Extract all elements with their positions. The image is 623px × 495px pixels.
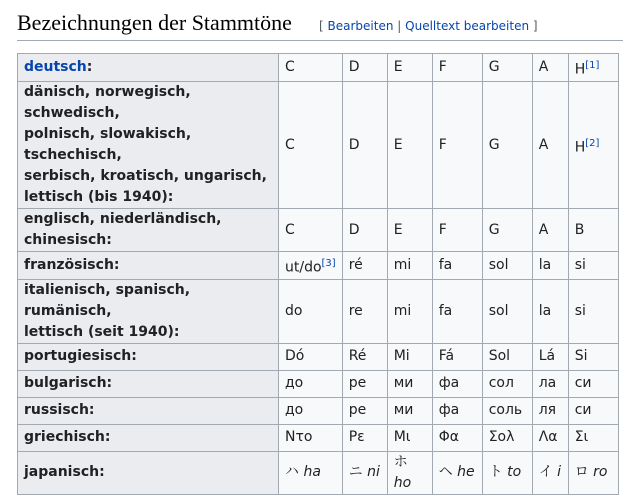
row-label-greek: griechisch:	[18, 424, 279, 451]
table-cell: fa	[432, 279, 482, 343]
table-cell: F	[432, 82, 482, 209]
table-cell: mi	[387, 279, 432, 343]
table-cell: Mi	[387, 343, 432, 370]
table-cell: Lá	[532, 343, 568, 370]
table-cell-japanese	[432, 451, 482, 494]
table-cell: G	[482, 209, 532, 252]
romaji: ho	[393, 474, 412, 491]
table-cell: ми	[387, 397, 432, 424]
table-cell-with-ref	[568, 54, 618, 82]
table-row-italian	[18, 279, 619, 343]
table-cell-japanese	[482, 451, 532, 494]
reference-link[interactable]: [3]	[321, 258, 336, 269]
edit-section-links	[319, 19, 538, 33]
label-colon: :	[86, 59, 93, 75]
table-row-greek	[18, 424, 619, 451]
table-cell: до	[279, 370, 343, 397]
edit-link[interactable]: Bearbeiten	[327, 19, 394, 33]
table-cell-japanese	[279, 451, 343, 494]
table-cell: Ρε	[342, 424, 387, 451]
romaji: ro	[593, 464, 608, 481]
row-label-russian: russisch:	[18, 397, 279, 424]
table-cell: G	[482, 82, 532, 209]
section-heading	[17, 8, 623, 41]
table-cell: Dó	[279, 343, 343, 370]
table-cell: E	[387, 82, 432, 209]
label-line: lettisch (bis 1940):	[24, 189, 174, 205]
table-cell: A	[532, 209, 568, 252]
table-cell-with-ref	[568, 82, 618, 209]
table-cell: sol	[482, 279, 532, 343]
cell-value: ut/do	[285, 259, 322, 276]
row-label-japanese: japanisch:	[18, 451, 279, 494]
romaji: to	[507, 464, 522, 481]
table-cell: D	[342, 54, 387, 82]
table-cell: F	[432, 54, 482, 82]
table-cell: la	[532, 252, 568, 280]
table-cell: sol	[482, 252, 532, 280]
romaji: i	[557, 464, 562, 481]
reference-link[interactable]: [2]	[585, 137, 600, 149]
table-cell: ré	[342, 252, 387, 280]
reference-link[interactable]: [1]	[585, 60, 600, 72]
row-label-english: englisch, niederländisch, chinesisch:	[18, 209, 279, 252]
kana: ヘ	[438, 464, 453, 481]
table-cell-with-ref	[279, 252, 343, 280]
table-cell: ла	[532, 370, 568, 397]
table-cell-japanese	[532, 451, 568, 494]
edit-separator: |	[397, 19, 402, 33]
kana: ホ	[393, 453, 408, 470]
table-cell: fa	[432, 252, 482, 280]
table-cell-japanese	[568, 451, 618, 494]
table-cell: A	[532, 82, 568, 209]
table-cell-japanese	[342, 451, 387, 494]
note-names-table	[17, 53, 619, 495]
table-row-deutsch	[18, 54, 619, 82]
label-line: polnisch, slowakisch, tschechisch,	[24, 126, 192, 163]
deutsch-link[interactable]: deutsch	[24, 59, 87, 75]
kana: イ	[538, 464, 553, 481]
table-cell: do	[279, 279, 343, 343]
table-cell: ре	[342, 397, 387, 424]
edit-bracket-close: ]	[532, 19, 538, 33]
cell-value: H	[574, 61, 586, 78]
table-cell: соль	[482, 397, 532, 424]
label-line: lettisch (seit 1940):	[24, 323, 180, 340]
edit-bracket-open: [	[319, 19, 324, 33]
table-cell: си	[568, 370, 618, 397]
romaji: he	[457, 464, 475, 481]
table-cell: до	[279, 397, 343, 424]
table-row-japanese	[18, 451, 619, 494]
table-cell: C	[279, 54, 343, 82]
table-cell: ми	[387, 370, 432, 397]
cell-value: H	[574, 139, 586, 156]
table-cell: E	[387, 54, 432, 82]
table-cell: D	[342, 209, 387, 252]
table-cell: фа	[432, 397, 482, 424]
label-line: dänisch, norwegisch, schwedisch,	[24, 84, 191, 121]
table-row-french	[18, 252, 619, 280]
table-row-russian	[18, 397, 619, 424]
row-label-nordic	[18, 82, 279, 209]
table-cell: re	[342, 279, 387, 343]
table-cell: D	[342, 82, 387, 209]
table-cell: Φα	[432, 424, 482, 451]
table-cell: si	[568, 279, 618, 343]
table-row-portuguese	[18, 343, 619, 370]
table-cell: Μι	[387, 424, 432, 451]
row-label-deutsch	[18, 54, 279, 82]
table-row-nordic	[18, 82, 619, 209]
table-cell: E	[387, 209, 432, 252]
table-cell: si	[568, 252, 618, 280]
row-label-french: französisch:	[18, 252, 279, 280]
label-line: serbisch, kroatisch, ungarisch,	[24, 168, 267, 184]
table-cell: Ré	[342, 343, 387, 370]
table-cell: Σολ	[482, 424, 532, 451]
table-cell: G	[482, 54, 532, 82]
kana: ロ	[574, 464, 589, 481]
edit-source-link[interactable]: Quelltext bearbeiten	[405, 19, 530, 33]
table-cell: la	[532, 279, 568, 343]
table-cell: mi	[387, 252, 432, 280]
table-cell: Fá	[432, 343, 482, 370]
table-cell: ля	[532, 397, 568, 424]
table-row-english	[18, 209, 619, 252]
kana: ハ	[285, 464, 299, 481]
section-title: Bezeichnungen der Stammtöne	[17, 10, 292, 35]
table-cell: C	[279, 209, 343, 252]
kana: ト	[488, 464, 503, 481]
table-cell-japanese	[387, 451, 432, 494]
label-line: italienisch, spanisch, rumänisch,	[24, 281, 191, 319]
table-cell: Ντο	[279, 424, 343, 451]
table-cell: B	[568, 209, 618, 252]
table-cell: A	[532, 54, 568, 82]
table-row-bulgarian	[18, 370, 619, 397]
romaji: ha	[303, 464, 321, 481]
kana: ニ	[348, 464, 363, 481]
table-cell: сол	[482, 370, 532, 397]
table-cell: ре	[342, 370, 387, 397]
row-label-italian	[18, 279, 279, 343]
table-cell: Si	[568, 343, 618, 370]
table-cell: фа	[432, 370, 482, 397]
table-cell: C	[279, 82, 343, 209]
row-label-bulgarian: bulgarisch:	[18, 370, 279, 397]
table-cell: Λα	[532, 424, 568, 451]
row-label-portuguese: portugiesisch:	[18, 343, 279, 370]
romaji: ni	[367, 464, 380, 481]
table-cell: Sol	[482, 343, 532, 370]
table-cell: си	[568, 397, 618, 424]
table-cell: Σι	[568, 424, 618, 451]
table-cell: F	[432, 209, 482, 252]
